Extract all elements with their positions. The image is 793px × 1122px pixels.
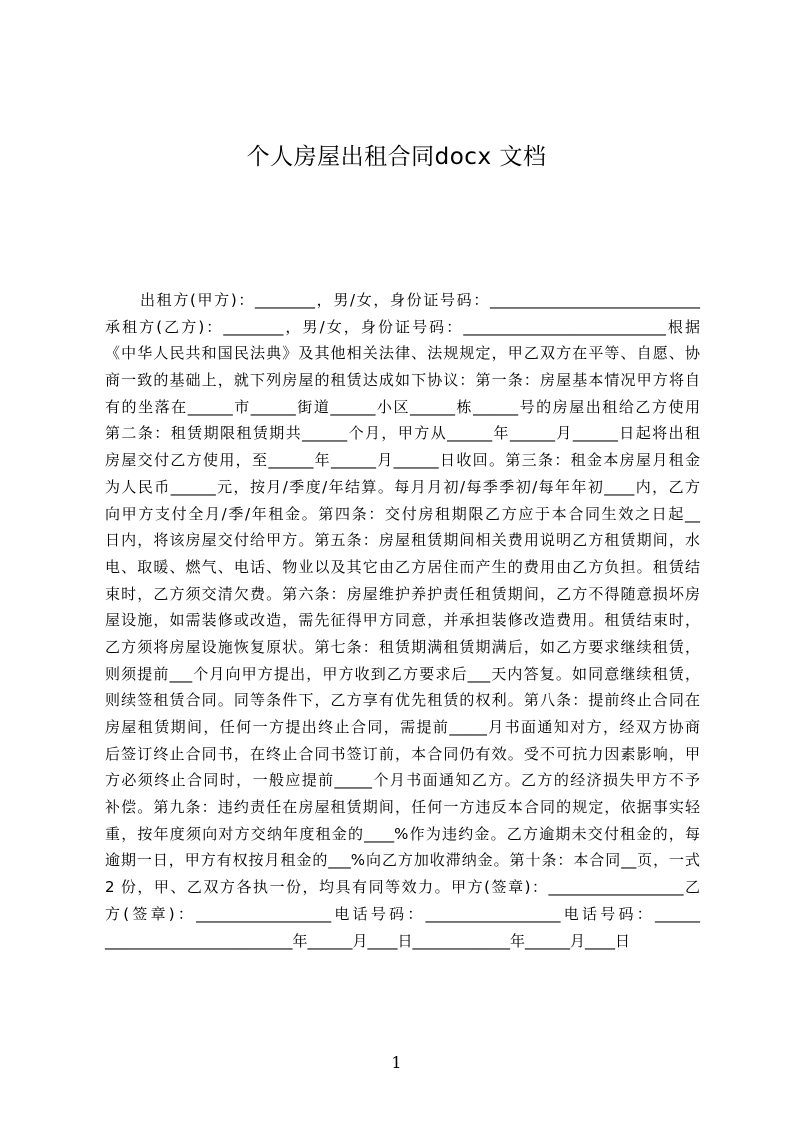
contract-line: 《中华人民共和国民法典》及其他相关法律、法规规定，甲乙双方在平等、自愿、协 [105,344,700,363]
contract-line: 日内，将该房屋交付给甲方。第五条：房屋租赁期间相关费用说明乙方租赁期间，水 [105,531,700,550]
contract-line: 房屋交付乙方使用，至______年______月______日收回。第三条：租金本房屋月租金 [105,451,700,470]
contract-line-phone: 方(签章)：__________________电话号码：__________________电话号码：______ [105,904,700,923]
contract-line: 后签订终止合同书，在终止合同书签订前，本合同仍有效。受不可抗力因素影响，甲 [105,744,700,763]
contract-line: 电、取暖、燃气、电话、物业以及其它由乙方居住而产生的费用由乙方负担。租赁结 [105,557,700,576]
contract-line: 方必须终止合同时，一般应提前_____个月书面通知乙方。乙方的经济损失甲方不予 [105,771,700,790]
page-number: 1 [391,1053,402,1072]
contract-line: 商一致的基础上，就下列房屋的租赁达成如下协议：第一条：房屋基本情况甲方将自 [105,371,700,390]
contract-line: 向甲方支付全月/季/年租金。第四条：交付房租期限乙方应于本合同生效之日起__ [105,504,700,523]
contract-line: 则须提前___个月向甲方提出，甲方收到乙方要求后___天内答复。如同意继续租赁， [105,664,700,683]
contract-line: 束时，乙方须交清欠费。第六条：房屋维护养护责任租赁期间，乙方不得随意损坏房 [105,584,700,603]
contract-line: 补偿。第九条：违约责任在房屋租赁期间，任何一方违反本合同的规定，依据事实轻 [105,798,700,817]
contract-line: 则续签租赁合同。同等条件下，乙方享有优先租赁的权利。第八条：提前终止合同在 [105,691,700,710]
contract-line: 为人民币______元，按月/季度/年结算。每月月初/每季季初/每年年初____内，乙方 [105,477,700,496]
contract-body [105,287,700,954]
contract-line: 房屋租赁期间，任何一方提出终止合同，需提前_____月书面通知对方，经双方协商 [105,718,700,736]
contract-line: 屋设施，如需装修或改造，需先征得甲方同意，并承担装修改造费用。租赁结束时， [105,611,700,630]
contract-line: 逾期一日，甲方有权按月租金的___%向乙方加收滞纳金。第十条：本合同__页，一式 [105,851,700,870]
contract-line-date: _________________________年______月____日_____________年______月____日 [105,931,631,950]
contract-line: 第二条：租赁期限租赁期共______个月，甲方从______年______月______日起将出租 [105,424,700,443]
contract-line-lessee: 承租方(乙方)：________，男/女，身份证号码：___________________________根据 [105,317,700,336]
contract-line-lessor: 出租方(甲方)：________，男/女，身份证号码：____________________________ [140,291,700,309]
contract-line: 有的坐落在______市______街道______小区______栋______号的房屋出租给乙方使用 [105,397,700,416]
contract-line: 乙方须将房屋设施恢复原状。第七条：租赁期满租赁期满后，如乙方要求继续租赁， [105,637,700,656]
contract-line-signature: 2 份，甲、乙双方各执一份，均具有同等效力。甲方(签章)：__________________乙 [105,878,700,897]
contract-line: 重，按年度须向对方交纳年度租金的____%作为违约金。乙方逾期未交付租金的，每 [105,824,700,843]
document-title: 个人房屋出租合同docx 文档 [246,144,547,170]
